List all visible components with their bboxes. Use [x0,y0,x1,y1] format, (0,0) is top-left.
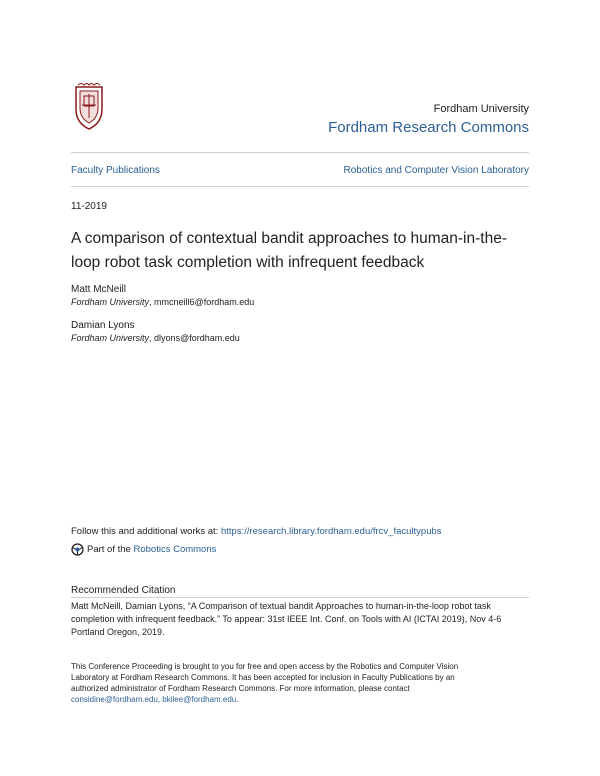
access-notice [71,661,471,705]
fordham-seal-icon [72,83,106,133]
series-faculty-publications[interactable]: Faculty Publications [71,165,160,176]
part-of-line [71,543,216,556]
author-affiliation: Fordham University, mmcneill6@fordham.edu [71,297,255,307]
affiliation-name: Fordham University [71,333,150,343]
collection-url[interactable]: https://research.library.fordham.edu/frcv_facultypubs [220,526,442,537]
access-notice-text: This Conference Proceeding is brought to you for free and open access by the Robotics and Computer Vision Laboratory at Fordham Research Commons. It has been accepted for inclusion in Faculty Publications by an authorized administrator of Fordham Research Commons. For more information, please contact [71,662,459,693]
recommended-citation-heading: Recommended Citation [71,585,176,596]
author-name: Damian Lyons [71,320,135,331]
paper-title: A comparison of contextual bandit approaches to human-in-the-loop robot task completion with infrequent feedback [71,230,507,271]
divider-citation [71,597,529,598]
author-email[interactable]: dlyons@fordham.edu [154,333,240,343]
author-email[interactable]: mmcneill6@fordham.edu [154,297,255,307]
university-name: Fordham University [433,103,529,115]
access-notice-end: . [236,695,239,704]
part-of-prefix: Part of the [87,544,131,555]
divider-series [71,186,529,187]
author-affiliation: Fordham University, dlyons@fordham.edu [71,333,240,343]
follow-text: Follow this and additional works at: [71,526,221,537]
author-name: Matt McNeill [71,284,127,295]
follow-line [71,526,442,537]
network-commons-icon [71,543,84,556]
citation-text: Matt McNeill, Damian Lyons, “A Comparison of textual bandit Approaches to human-in-the-loop robot task completion with infrequent feedback.” To appear: 31st IEEE Int. Conf. on Tools with AI (ICTAI 2019), Nov 4-6 Portland Oregon, 2019. [71,601,502,637]
robotics-commons-link[interactable]: Robotics Commons [133,544,217,555]
contact-emails[interactable]: considine@fordham.edu, bkilee@fordham.edu [71,695,237,704]
series-robotics-lab[interactable]: Robotics and Computer Vision Laboratory [343,165,529,176]
institution-header [328,103,529,136]
affiliation-name: Fordham University [71,297,150,307]
publication-date: 11-2019 [71,201,107,212]
repository-link[interactable]: Fordham Research Commons [328,119,529,136]
divider-top [71,152,529,153]
